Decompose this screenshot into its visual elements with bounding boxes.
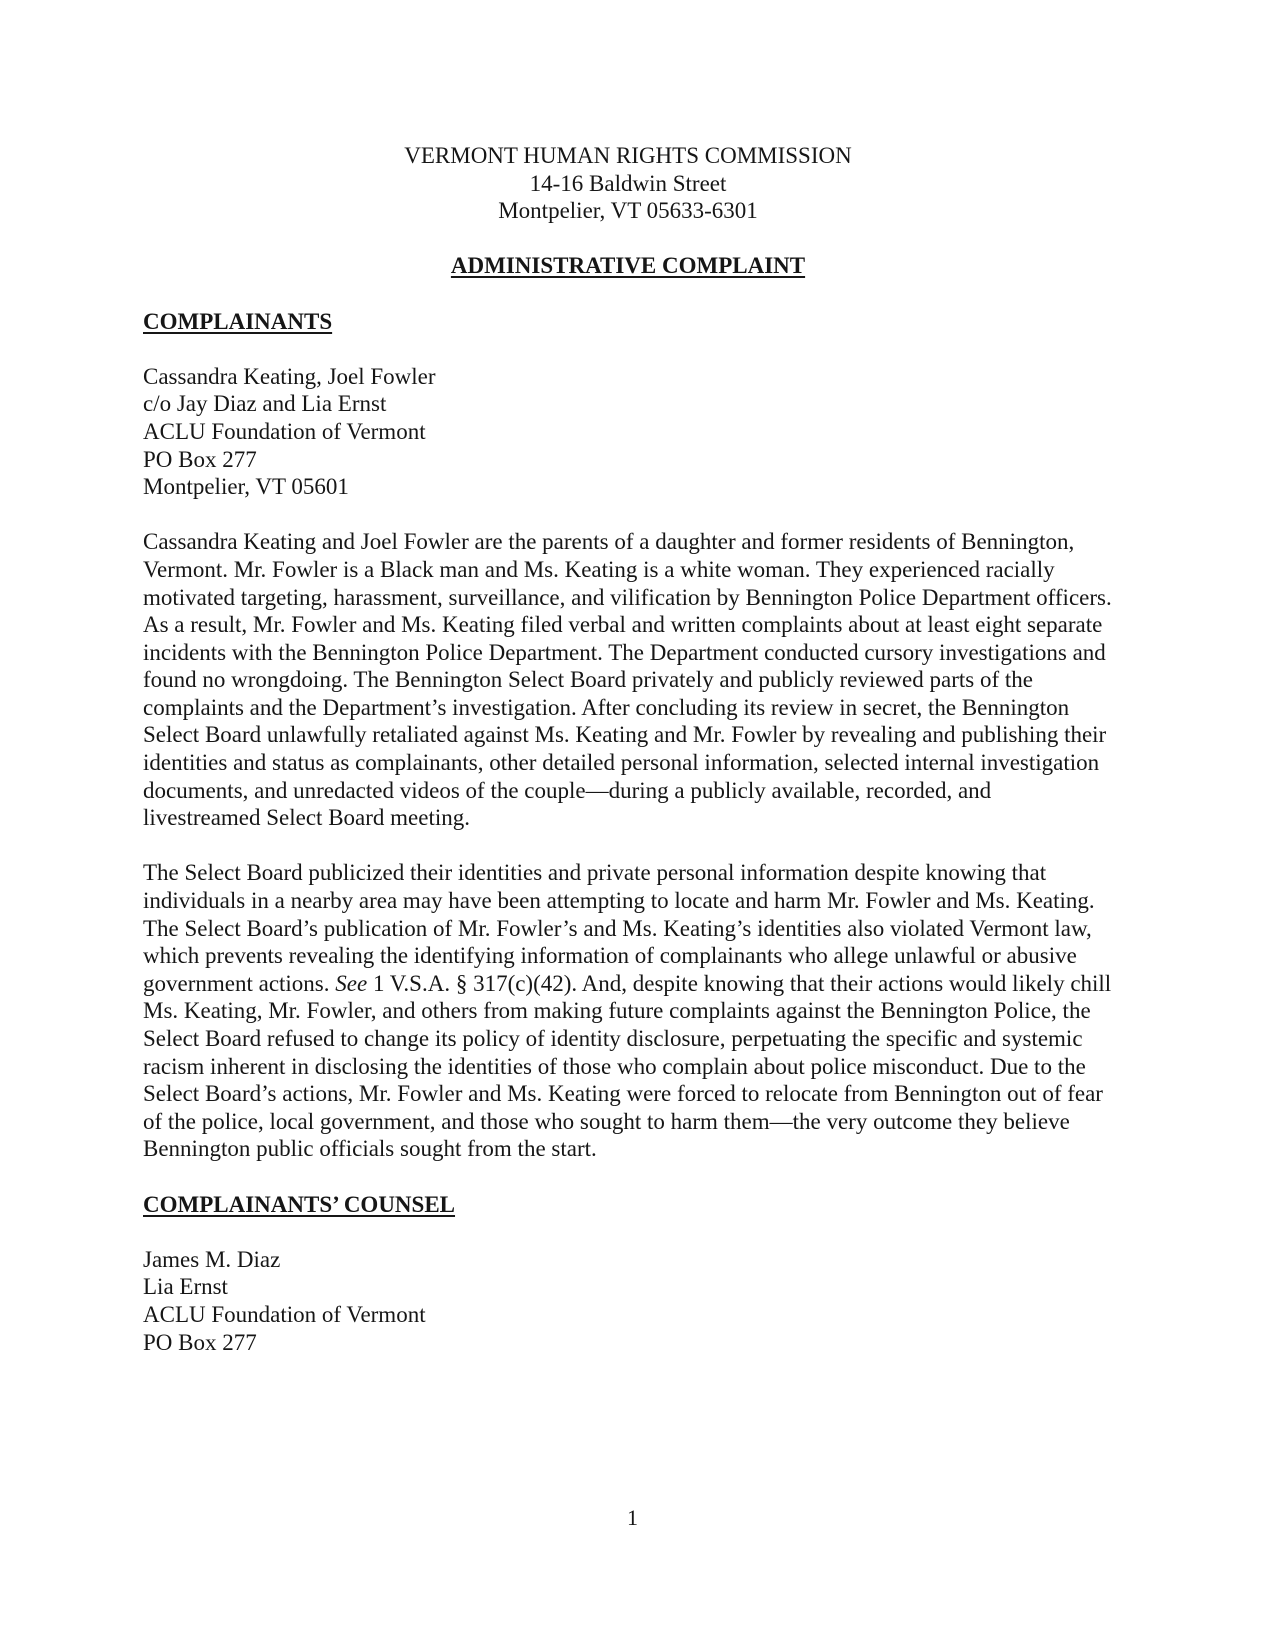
paragraph-2-text-before-citation: The Select Board publicized their identities and private personal information despite knowing that individuals in a nearby area may have been attempting to locate and harm Mr. Fowler and Ms. Keating. The Select Board’s publication of Mr. Fowler’s and Ms. Keating’s identities also violated Vermont law, which prevents revealing the identifying information of complainants who allege unlawful or abusive government actions.: [143, 860, 1095, 996]
letterhead: [143, 142, 1113, 225]
document-title-text: ADMINISTRATIVE COMPLAINT: [450, 253, 806, 279]
org-address-city: Montpelier, VT 05633-6301: [498, 198, 758, 224]
address-line: James M. Diaz: [143, 1246, 281, 1272]
complainants-address-block: [143, 363, 1113, 501]
page-number: 1: [627, 1505, 638, 1530]
address-line: ACLU Foundation of Vermont: [143, 418, 426, 444]
address-line: Cassandra Keating, Joel Fowler: [143, 363, 436, 389]
org-name: VERMONT HUMAN RIGHTS COMMISSION: [404, 143, 852, 168]
address-line: PO Box 277: [143, 446, 257, 472]
address-line: ACLU Foundation of Vermont: [143, 1301, 426, 1327]
counsel-address-block: [143, 1246, 1113, 1356]
document-title: [143, 252, 1113, 280]
org-address-street: 14-16 Baldwin Street: [529, 170, 727, 196]
complaint-paragraph-1: Cassandra Keating and Joel Fowler are the parents of a daughter and former residents of Bennington, Vermont. Mr. Fowler is a Black man and Ms. Keating is a white woman. They experienced racially motivated targeting, harassment, surveillance, and vilification by Bennington Police Department officers. As a result, Mr. Fowler and Ms. Keating filed verbal and written complaints about at least eight separate incidents with the Bennington Police Department. The Department conducted cursory investigations and found no wrongdoing. The Bennington Select Board privately and publicly reviewed parts of the complaints and the Department’s investigation. After concluding its review in secret, the Bennington Select Board unlawfully retaliated against Ms. Keating and Mr. Fowler by revealing and publishing their identities and status as complainants, other detailed personal information, selected internal investigation documents, and unredacted videos of the couple—during a publicly available, recorded, and livestreamed Select Board meeting.: [143, 529, 1112, 831]
address-line: c/o Jay Diaz and Lia Ernst: [143, 391, 387, 417]
section-heading-complainants: [143, 308, 1113, 336]
section-heading-complainants-text: COMPLAINANTS: [143, 308, 333, 334]
address-line: Lia Ernst: [143, 1274, 228, 1300]
address-line: Montpelier, VT 05601: [143, 474, 349, 500]
paragraph-2-text-after-citation: 1 V.S.A. § 317(c)(42). And, despite knowing that their actions would likely chill Ms. Keating, Mr. Fowler, and others from making future complaints against the Bennington Police, the Select Board refused to change its policy of identity disclosure, perpetuating the specific and systemic racism inherent in disclosing the identities of those who complain about police misconduct. Due to the Select Board’s actions, Mr. Fowler and Ms. Keating were forced to relocate from Bennington out of fear of the police, local government, and those who sought to harm them—the very outcome they believe Bennington public officials sought from the start.: [143, 970, 1112, 1162]
address-line: PO Box 277: [143, 1329, 257, 1355]
citation-see-signal: See: [335, 970, 368, 996]
section-heading-counsel: [143, 1191, 1113, 1219]
complaint-paragraph-2: [143, 859, 1113, 1163]
section-heading-counsel-text: COMPLAINANTS’ COUNSEL: [143, 1191, 456, 1217]
